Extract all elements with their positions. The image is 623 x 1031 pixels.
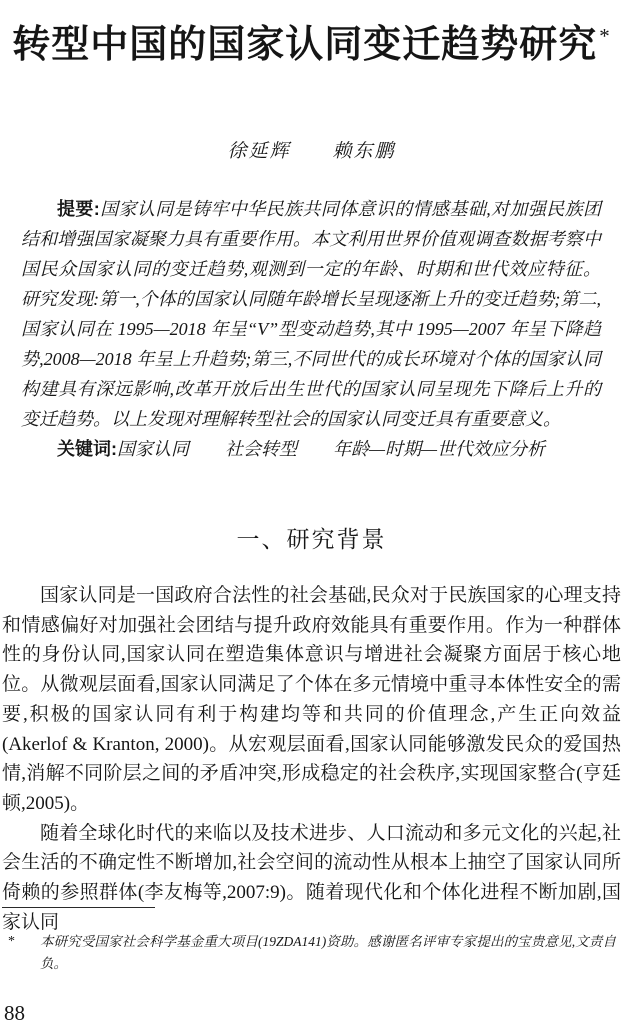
paper-title — [0, 22, 623, 70]
paper-title-text: 转型中国的国家认同变迁趋势研究 — [12, 24, 598, 66]
body-paragraph-1: 国家认同是一国政府合法性的社会基础,民众对于民族国家的心理支持和情感偏好对加强社会团结与提升政府效能具有重要作用。作为一种群体性的身份认同,国家认同在塑造集体意识与增进社会凝聚方面居于核心地位。从微观层面看,国家认同满足了个体在多元情境中重寻本体性安全的需要,积极的国家认同有利于构建均等和共同的价值理念,产生正向效益(Akerlof & Kranton, 2000)。从宏观层面看,国家认同能够激发民众的爱国热情,消解不同阶层之间的矛盾冲突,形成稳定的社会秩序,实现国家整合(亨廷顿,2005)。 — [2, 585, 621, 814]
footnote-marker: * — [8, 934, 15, 949]
keywords-line — [21, 434, 601, 464]
authors: 徐延辉 赖东鹏 — [227, 141, 396, 162]
abstract-text: 国家认同是铸牢中华民族共同体意识的情感基础,对加强民族团结和增强国家凝聚力具有重要作用。本文利用世界价值观调查数据考察中国民众国家认同的变迁趋势,观测到一定的年龄、时期和世代效应特征。研究发现:第一,个体的国家认同随年龄增长呈现逐渐上升的变迁趋势;第二,国家认同在 1995—2018 年呈“V”型变动趋势,其中 1995—2007 年呈下降趋势,2008—2018 年呈上升趋势;第三,不同世代的成长环境对个体的国家认同构建具有深远影响,改革开放后出生世代的国家认同呈现先下降后上升的变迁趋势。以上发现对理解转型社会的国家认同变迁具有重要意义。 — [21, 199, 601, 429]
footnote-text: 本研究受国家社会科学基金重大项目(19ZDA141)资助。感谢匿名评审专家提出的宝贵意见,文责自负。 — [40, 934, 616, 971]
keywords-text: 国家认同 社会转型 年龄—时期—世代效应分析 — [117, 439, 546, 459]
footnote-divider — [2, 907, 155, 908]
section-heading: 一、研究背景 — [236, 527, 387, 552]
abstract-block — [21, 194, 601, 464]
body-text — [2, 581, 621, 937]
abstract-label: 提要: — [57, 199, 100, 219]
body-paragraph-2: 随着全球化时代的来临以及技术进步、人口流动和多元文化的兴起,社会生活的不确定性不断增加,社会空间的流动性从根本上抽空了国家认同所倚赖的参照群体(李友梅等,2007:9)。随着现代化和个体化进程不断加剧,国家认同 — [2, 822, 621, 933]
abstract-paragraph — [21, 194, 601, 434]
footnote — [8, 931, 616, 974]
title-footnote-marker: * — [599, 24, 611, 48]
keywords-label: 关键词: — [57, 439, 117, 459]
page-number: 88 — [4, 1001, 25, 1025]
